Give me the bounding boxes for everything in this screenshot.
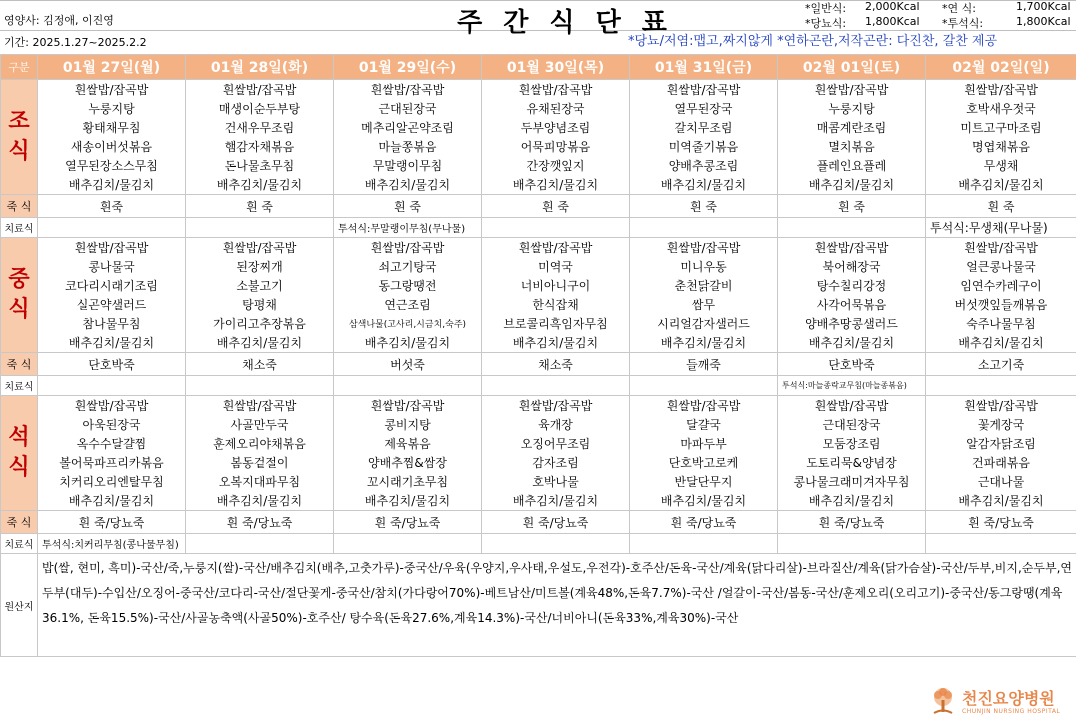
therapy-cell [38,218,186,238]
menu-row [1,137,1076,156]
nutritionist-label: 영양사: 김정애, 이진영 [4,14,114,27]
therapy-cell [778,218,926,238]
dish-cell: 열무된장소스무침 [38,156,186,175]
dish-cell: 숙주나물무침 [926,314,1076,333]
dish-cell: 흰쌀밥/잡곡밥 [186,80,334,100]
page-title: 주 간 식 단 표 [457,8,673,38]
therapy-row [1,218,1076,238]
dish-cell: 무말랭이무침 [334,156,482,175]
dish-cell: 배추김치/물김치 [186,175,334,195]
dish-cell: 꼬시래기초무침 [334,472,482,491]
dish-cell: 봄동겉절이 [186,453,334,472]
dish-cell: 배추김치/물김치 [334,175,482,195]
kcal-value: 1,800Kcal [865,15,920,28]
dish-cell: 흰쌀밥/잡곡밥 [334,80,482,100]
dish-cell: 콩나물크래미겨자무침 [778,472,926,491]
dish-cell: 배추김치/물김치 [926,491,1076,511]
day-header: 02월 01일(토) [778,55,926,80]
dish-cell: 흰쌀밥/잡곡밥 [38,238,186,258]
porridge-cell: 흰 죽/당뇨죽 [334,511,482,534]
kcal-general [805,0,920,16]
dish-cell: 훈제오리야채볶음 [186,434,334,453]
menu-row [1,396,1076,416]
dish-cell: 미트고구마조림 [926,118,1076,137]
meal-label [1,396,38,511]
kcal-label: *투석식: [942,17,984,30]
porridge-cell: 흰 죽/당뇨죽 [482,511,630,534]
meal-name: 중 식 [8,267,30,322]
dish-cell: 한식잡채 [482,295,630,314]
weekly-menu-table [0,54,1076,657]
kcal-value: 1,800Kcal [1016,15,1071,28]
day-header: 01월 27일(월) [38,55,186,80]
menu-row [1,276,1076,295]
dish-cell: 미역줄기볶음 [630,137,778,156]
porridge-cell: 흰 죽/당뇨죽 [630,511,778,534]
therapy-cell [482,376,630,396]
therapy-cell [334,534,482,554]
menu-row [1,156,1076,175]
therapy-cell [926,376,1076,396]
therapy-cell [186,534,334,554]
dish-cell: 배추김치/물김치 [38,491,186,511]
dish-cell: 배추김치/물김치 [38,175,186,195]
therapy-cell [630,218,778,238]
menu-row [1,333,1076,353]
therapy-cell: 투석식:치커리무침(콩나물무침) [38,534,186,554]
menu-row [1,80,1076,100]
porridge-cell: 단호박죽 [778,353,926,376]
kcal-soft [942,0,1071,16]
porridge-cell: 흰 죽 [334,195,482,218]
therapy-label: 치료식 [1,218,38,238]
dish-cell: 유채된장국 [482,99,630,118]
dish-cell: 단호박고로케 [630,453,778,472]
dish-cell: 육개장 [482,415,630,434]
dish-cell: 흰쌀밥/잡곡밥 [778,238,926,258]
menu-row [1,472,1076,491]
dish-cell: 흰쌀밥/잡곡밥 [778,80,926,100]
dish-cell: 연근조림 [334,295,482,314]
porridge-label: 죽 식 [1,353,38,376]
dish-cell: 배추김치/물김치 [482,175,630,195]
day-header: 01월 30일(목) [482,55,630,80]
meal-name: 석 식 [8,425,30,480]
kcal-diabetic [805,15,920,31]
hospital-subtitle: CHUNJIN NURSING HOSPITAL [962,708,1061,715]
dish-cell: 배추김치/물김치 [778,175,926,195]
dish-cell: 배추김치/물김치 [186,491,334,511]
dish-cell: 흰쌀밥/잡곡밥 [38,396,186,416]
porridge-cell: 흰 죽 [926,195,1076,218]
menu-row [1,175,1076,195]
meal-label [1,238,38,353]
therapy-cell [186,218,334,238]
porridge-cell: 흰 죽/당뇨죽 [186,511,334,534]
porridge-cell: 단호박죽 [38,353,186,376]
menu-row [1,453,1076,472]
dish-cell: 너비아니구이 [482,276,630,295]
dish-cell: 호박나물 [482,472,630,491]
dish-cell: 열무된장국 [630,99,778,118]
meal-label [1,80,38,195]
hospital-logo [926,684,1072,722]
dish-cell: 황태채무침 [38,118,186,137]
dish-cell: 매콤계란조림 [778,118,926,137]
dish-cell: 배추김치/물김치 [482,491,630,511]
kcal-label: *연 식: [942,2,976,15]
porridge-label: 죽 식 [1,195,38,218]
dish-cell: 미역국 [482,257,630,276]
dish-cell: 배추김치/물김치 [630,491,778,511]
therapy-cell [334,376,482,396]
kcal-value: 2,000Kcal [865,0,920,13]
dish-cell: 삼색나물(고사리,시금치,숙주) [334,314,482,333]
dish-cell: 임연수카레구이 [926,276,1076,295]
dish-cell: 흰쌀밥/잡곡밥 [482,238,630,258]
porridge-cell: 흰 죽 [482,195,630,218]
therapy-cell: 투석식:무생채(무나물) [926,218,1076,238]
dish-cell: 감자조림 [482,453,630,472]
diet-notice: *당뇨/저염:맵고,짜지않게 *연하곤란,저작곤란: 다진찬, 갈찬 제공 [628,34,998,49]
day-header: 01월 28일(화) [186,55,334,80]
menu-row [1,238,1076,258]
dish-cell: 꽃게장국 [926,415,1076,434]
origin-row [1,554,1076,657]
dish-cell: 소불고기 [186,276,334,295]
dish-cell: 볼어묵파프리카볶음 [38,453,186,472]
dish-cell: 배추김치/물김치 [38,333,186,353]
therapy-cell [778,534,926,554]
dish-cell: 치커리오리엔탈무침 [38,472,186,491]
kcal-label: *당뇨식: [805,17,847,30]
menu-row [1,434,1076,453]
day-header: 01월 29일(수) [334,55,482,80]
kcal-dialysis [942,15,1071,31]
dish-cell: 근대된장국 [334,99,482,118]
dish-cell: 사각어묵볶음 [778,295,926,314]
dish-cell: 달걀국 [630,415,778,434]
porridge-cell: 흰 죽 [186,195,334,218]
dish-cell: 배추김치/물김치 [630,175,778,195]
dish-cell: 배추김치/물김치 [778,491,926,511]
dish-cell: 흰쌀밥/잡곡밥 [186,238,334,258]
therapy-cell [186,376,334,396]
dish-cell: 반달단무지 [630,472,778,491]
dish-cell: 쇠고기탕국 [334,257,482,276]
porridge-cell: 흰 죽/당뇨죽 [778,511,926,534]
dish-cell: 쌈무 [630,295,778,314]
dish-cell: 흰쌀밥/잡곡밥 [482,396,630,416]
dish-cell: 메추리알곤약조림 [334,118,482,137]
dish-cell: 흰쌀밥/잡곡밥 [482,80,630,100]
dish-cell: 옥수수달걀찜 [38,434,186,453]
dish-cell: 돈나물초무침 [186,156,334,175]
dish-cell: 흰쌀밥/잡곡밥 [334,238,482,258]
dish-cell: 흰쌀밥/잡곡밥 [778,396,926,416]
dish-cell: 플레인요플레 [778,156,926,175]
dish-cell: 동그랑땡전 [334,276,482,295]
porridge-cell: 채소죽 [186,353,334,376]
porridge-row [1,195,1076,218]
kcal-label: *일반식: [805,2,847,15]
porridge-cell: 소고기죽 [926,353,1076,376]
dish-cell: 배추김치/물김치 [334,333,482,353]
dish-cell: 브로콜리흑임자무침 [482,314,630,333]
dish-cell: 흰쌀밥/잡곡밥 [630,396,778,416]
dish-cell: 햄감자채볶음 [186,137,334,156]
dish-cell: 알감자닭조림 [926,434,1076,453]
menu-row [1,415,1076,434]
dish-cell: 흰쌀밥/잡곡밥 [334,396,482,416]
porridge-cell: 흰 죽 [630,195,778,218]
therapy-row [1,534,1076,554]
dish-cell: 흰쌀밥/잡곡밥 [630,80,778,100]
porridge-row [1,511,1076,534]
therapy-cell [482,218,630,238]
day-header-row [1,55,1076,80]
therapy-row [1,376,1076,396]
therapy-label: 치료식 [1,376,38,396]
therapy-label: 치료식 [1,534,38,554]
dish-cell: 매생이순두부탕 [186,99,334,118]
origin-label: 원산지 [1,554,38,657]
dish-cell: 제육볶음 [334,434,482,453]
dish-cell: 탕수칠리강정 [778,276,926,295]
dish-cell: 배추김치/물김치 [778,333,926,353]
dish-cell: 탕평채 [186,295,334,314]
dish-cell: 배추김치/물김치 [334,491,482,511]
dish-cell: 양배추땅콩샐러드 [778,314,926,333]
menu-row [1,491,1076,511]
porridge-cell: 채소죽 [482,353,630,376]
dish-cell: 춘천닭갈비 [630,276,778,295]
dish-cell: 오복지대파무침 [186,472,334,491]
porridge-row [1,353,1076,376]
dish-cell: 배추김치/물김치 [926,175,1076,195]
menu-row [1,99,1076,118]
porridge-cell: 흰 죽/당뇨죽 [38,511,186,534]
dish-cell: 근대된장국 [778,415,926,434]
dish-cell: 누룽지탕 [38,99,186,118]
period-label: 기간: 2025.1.27~2025.2.2 [4,36,147,49]
dish-cell: 마파두부 [630,434,778,453]
day-header: 01월 31일(금) [630,55,778,80]
therapy-cell [630,376,778,396]
therapy-cell: 투석식:마늘종락교무침(마늘종볶음) [778,376,926,396]
dish-cell: 흰쌀밥/잡곡밥 [926,80,1076,100]
porridge-cell: 버섯죽 [334,353,482,376]
dish-cell: 멸치볶음 [778,137,926,156]
dish-cell: 양배추콩조림 [630,156,778,175]
dish-cell: 시리얼감자샐러드 [630,314,778,333]
dish-cell: 배추김치/물김치 [630,333,778,353]
dish-cell: 흰쌀밥/잡곡밥 [186,396,334,416]
dish-cell: 모둠장조림 [778,434,926,453]
dish-cell: 배추김치/물김치 [926,333,1076,353]
dish-cell: 근대나물 [926,472,1076,491]
gubun-header: 구분 [1,55,38,80]
origin-text: 밥(쌀, 현미, 흑미)-국산/죽,누룽지(쌀)-국산/배추김치(배추,고춧가루)-중국산/우육(우양지,우사태,우설도,우전각)-호주산/돈육-국산/계육(닭다리살)-브라질산/계육(닭가슴살)-국산/두부,비지,순두부,연두부(대두)-수입산/오징어-중국산/코다리-국산/절단꽃게-중국산/참치(가다랑어70%)-베트남산/미트볼(계육48%,돈육7.7%)-국산 /얼갈이-국산/봄동-국산/훈제오리(오리고기)-중국산/동그랑땡(계육36.1%, 돈육15.5%)-국산/사골농축액(사골50%)-호주산/ 탕수육(돈육27.6%,계육14.3%)-국산/너비아니(돈육33%,계육30%)-국산 [38,554,1076,657]
dish-cell: 참나물무침 [38,314,186,333]
dish-cell: 가이리고추장볶음 [186,314,334,333]
dish-cell: 오징어무조림 [482,434,630,453]
porridge-cell: 흰죽 [38,195,186,218]
porridge-label: 죽 식 [1,511,38,534]
hospital-name: 천진요양병원 [962,689,1055,708]
porridge-cell: 흰 죽 [778,195,926,218]
day-header: 02월 02일(일) [926,55,1076,80]
therapy-cell [926,534,1076,554]
dish-cell: 흰쌀밥/잡곡밥 [38,80,186,100]
menu-row [1,295,1076,314]
dish-cell: 콩나물국 [38,257,186,276]
dish-cell: 미니우동 [630,257,778,276]
dish-cell: 흰쌀밥/잡곡밥 [926,238,1076,258]
dish-cell: 무생채 [926,156,1076,175]
therapy-cell: 투석식:무말랭이무침(무나물) [334,218,482,238]
dish-cell: 배추김치/물김치 [482,333,630,353]
menu-row [1,257,1076,276]
dish-cell: 양배추찜&쌈장 [334,453,482,472]
dish-cell: 북어해장국 [778,257,926,276]
dish-cell: 버섯깻잎들깨볶음 [926,295,1076,314]
dish-cell: 갈치무조림 [630,118,778,137]
dish-cell: 코다리시래기조림 [38,276,186,295]
dish-cell: 배추김치/물김치 [186,333,334,353]
tree-icon [928,686,958,716]
dish-cell: 명엽채볶음 [926,137,1076,156]
dish-cell: 누룽지탕 [778,99,926,118]
dish-cell: 흰쌀밥/잡곡밥 [926,396,1076,416]
therapy-cell [482,534,630,554]
dish-cell: 두부양념조림 [482,118,630,137]
dish-cell: 사골만두국 [186,415,334,434]
dish-cell: 어묵피망볶음 [482,137,630,156]
therapy-cell [630,534,778,554]
dish-cell: 콩비지탕 [334,415,482,434]
porridge-cell: 들깨죽 [630,353,778,376]
dish-cell: 건파래볶음 [926,453,1076,472]
therapy-cell [38,376,186,396]
dish-cell: 된장찌개 [186,257,334,276]
porridge-cell: 흰 죽/당뇨죽 [926,511,1076,534]
menu-row [1,118,1076,137]
dish-cell: 흰쌀밥/잡곡밥 [630,238,778,258]
kcal-value: 1,700Kcal [1016,0,1071,13]
dish-cell: 도토리묵&양념장 [778,453,926,472]
dish-cell: 호박새우젓국 [926,99,1076,118]
menu-row [1,314,1076,333]
dish-cell: 실곤약샐러드 [38,295,186,314]
dish-cell: 마늘쫑볶음 [334,137,482,156]
meal-name: 조 식 [8,109,30,164]
dish-cell: 건새우무조림 [186,118,334,137]
dish-cell: 간장깻잎지 [482,156,630,175]
dish-cell: 얼큰콩나물국 [926,257,1076,276]
dish-cell: 아욱된장국 [38,415,186,434]
dish-cell: 새송이버섯볶음 [38,137,186,156]
